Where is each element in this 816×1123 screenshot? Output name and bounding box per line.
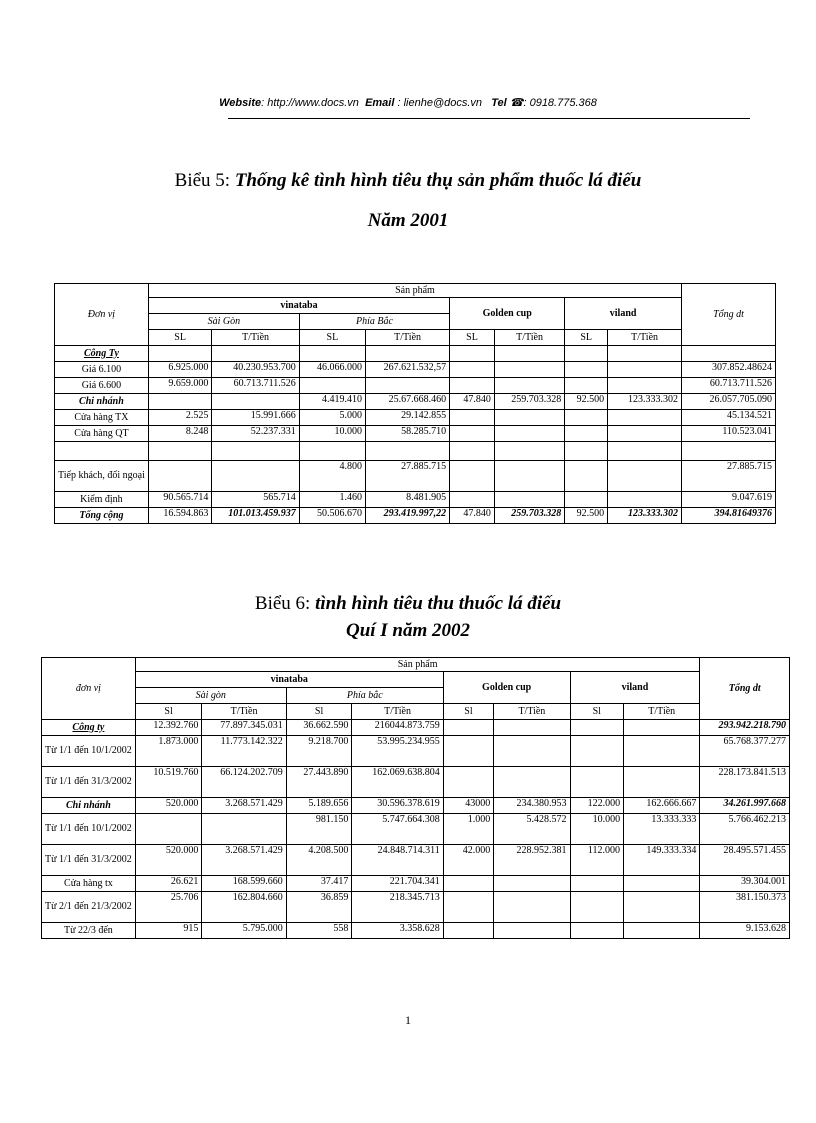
table-cell — [494, 767, 570, 798]
table5-header-golden: Golden cup — [450, 298, 565, 330]
row-label: Từ 1/1 đến 31/3/2002 — [42, 767, 136, 798]
table-cell — [443, 923, 493, 939]
table-cell: 381.150.373 — [700, 892, 790, 923]
table-row — [42, 798, 790, 814]
table-cell: 65.768.377.277 — [700, 736, 790, 767]
table-cell: 26.057.705.090 — [682, 394, 776, 410]
table-cell: 228.173.841.513 — [700, 767, 790, 798]
table-cell: 36.859 — [286, 892, 352, 923]
table5-header-donvi: Đơn vị — [55, 284, 149, 346]
table-cell: 28.495.571.455 — [700, 845, 790, 876]
page-number: 1 — [405, 1013, 411, 1027]
table-cell — [565, 346, 608, 362]
table-cell: 9.153.628 — [700, 923, 790, 939]
table-cell: 3.268.571.429 — [202, 845, 286, 876]
row-label: Chi nhánh — [42, 798, 136, 814]
table-cell: 915 — [135, 923, 202, 939]
table-cell: 30.596.378.619 — [352, 798, 443, 814]
table-cell: 981.150 — [286, 814, 352, 845]
table-cell — [565, 378, 608, 394]
table-cell: 45.134.521 — [682, 410, 776, 426]
table-cell: 25.706 — [135, 892, 202, 923]
table-cell — [494, 876, 570, 892]
table6-header-sl: Sl — [570, 704, 624, 720]
table-cell — [450, 461, 495, 492]
table-cell — [148, 346, 212, 362]
table-cell — [494, 720, 570, 736]
table-cell: 29.142.855 — [366, 410, 450, 426]
table-cell: 6.925.000 — [148, 362, 212, 378]
phone-icon: ☎ — [509, 97, 524, 109]
table-cell — [608, 442, 682, 461]
table-cell: 40.230.953.700 — [212, 362, 299, 378]
table5-subtitle: Năm 2001 — [367, 210, 449, 231]
table-cell — [494, 736, 570, 767]
table-cell: 43000 — [443, 798, 493, 814]
table-cell — [212, 394, 299, 410]
email-label: Email — [365, 97, 395, 109]
table6-header-ttien: T/Tiền — [624, 704, 700, 720]
table-row — [55, 426, 776, 442]
table-cell — [212, 442, 299, 461]
table-cell: 15.991.666 — [212, 410, 299, 426]
row-label: Chi nhánh — [55, 394, 149, 410]
table-cell — [494, 442, 564, 461]
table-row — [55, 410, 776, 426]
row-label: Công ty — [42, 720, 136, 736]
table-cell — [450, 346, 495, 362]
table-cell: 520.000 — [135, 845, 202, 876]
table6-header-golden: Golden cup — [443, 672, 570, 704]
table-cell — [299, 442, 365, 461]
table5-header-viland: viland — [565, 298, 682, 330]
table-row — [42, 767, 790, 798]
table-cell — [608, 461, 682, 492]
table-cell: 149.333.334 — [624, 845, 700, 876]
table5-title — [0, 170, 816, 192]
table5-header-vinataba: vinataba — [148, 298, 449, 314]
table-cell: 27.443.890 — [286, 767, 352, 798]
table5-header-ttien: T/Tiền — [494, 330, 564, 346]
table-cell — [366, 378, 450, 394]
table-row — [55, 394, 776, 410]
table-cell: 25.67.668.460 — [366, 394, 450, 410]
table-cell — [443, 876, 493, 892]
page-header — [0, 96, 816, 109]
table6-header-saigon: Sài gòn — [135, 688, 286, 704]
table-cell — [624, 736, 700, 767]
table6-header-ttien: T/Tiền — [202, 704, 286, 720]
table-cell: 10.519.760 — [135, 767, 202, 798]
table-cell: 24.848.714.311 — [352, 845, 443, 876]
table5-header-sl: SL — [148, 330, 212, 346]
table-cell: 293.942.218.790 — [700, 720, 790, 736]
row-label — [55, 442, 149, 461]
table-cell: 123.333.302 — [608, 508, 682, 524]
table5-header-phiabac: Phía Bắc — [299, 314, 449, 330]
table5 — [54, 283, 776, 524]
table-cell — [212, 461, 299, 492]
table-cell — [608, 410, 682, 426]
table-cell — [565, 492, 608, 508]
table-row — [42, 892, 790, 923]
table5-header-ttien: T/Tiền — [212, 330, 299, 346]
row-label: Cửa hàng tx — [42, 876, 136, 892]
table6-subtitle: Quí I năm 2002 — [345, 620, 471, 641]
table-cell: 2.525 — [148, 410, 212, 426]
table-cell — [624, 767, 700, 798]
table5-header-sanpham: Sản phẩm — [148, 284, 681, 298]
table-cell — [624, 720, 700, 736]
table-cell: 228.952.381 — [494, 845, 570, 876]
table6-header-donvi: đơn vị — [42, 658, 136, 720]
table-cell: 16.594.863 — [148, 508, 212, 524]
table-cell — [494, 410, 564, 426]
table6-header-vinataba: vinataba — [135, 672, 443, 688]
table-cell: 259.703.328 — [494, 508, 564, 524]
table-cell: 5.189.656 — [286, 798, 352, 814]
table-cell: 259.703.328 — [494, 394, 564, 410]
table-cell — [570, 720, 624, 736]
table5-title-prefix: Biểu 5: — [174, 170, 231, 191]
table-cell — [450, 492, 495, 508]
table-cell — [450, 410, 495, 426]
table-cell: 52.237.331 — [212, 426, 299, 442]
table-cell: 8.248 — [148, 426, 212, 442]
table6-header-tongdt: Tổng dt — [700, 658, 790, 720]
table-cell: 92.500 — [565, 394, 608, 410]
table-cell — [148, 461, 212, 492]
table-cell — [450, 362, 495, 378]
table-cell: 558 — [286, 923, 352, 939]
row-label: Từ 1/1 đến 10/1/2002 — [42, 814, 136, 845]
table-cell — [494, 923, 570, 939]
tel-value: : 0918.775.368 — [523, 97, 597, 109]
table6 — [41, 657, 790, 939]
table-cell — [494, 461, 564, 492]
table-cell: 218.345.713 — [352, 892, 443, 923]
table-cell — [570, 876, 624, 892]
table-cell — [135, 814, 202, 845]
table-cell — [443, 767, 493, 798]
table-row — [42, 845, 790, 876]
table-cell: 123.333.302 — [608, 394, 682, 410]
table-cell — [450, 378, 495, 394]
table-cell — [570, 767, 624, 798]
table6-header-viland: viland — [570, 672, 700, 704]
table6-title-text: tình hình tiêu thu thuốc lá điếu — [315, 593, 562, 614]
table-cell — [366, 346, 450, 362]
email-value: : lienhe@docs.vn — [397, 97, 483, 109]
table-cell: 1.460 — [299, 492, 365, 508]
table-cell: 66.124.202.709 — [202, 767, 286, 798]
table-cell: 4.419.410 — [299, 394, 365, 410]
table-cell — [682, 442, 776, 461]
row-label: Giá 6.100 — [55, 362, 149, 378]
table-cell — [608, 362, 682, 378]
table-cell: 11.773.142.322 — [202, 736, 286, 767]
table-cell — [570, 892, 624, 923]
table-cell: 10.000 — [299, 426, 365, 442]
table-row — [42, 720, 790, 736]
table-cell — [494, 492, 564, 508]
table6-header-ttien: T/Tiền — [494, 704, 570, 720]
table5-header-sl: SL — [565, 330, 608, 346]
row-label: Kiểm định — [55, 492, 149, 508]
table-cell: 90.565.714 — [148, 492, 212, 508]
table6-header-sl: Sl — [135, 704, 202, 720]
table-row — [42, 876, 790, 892]
row-label: Cửa hàng QT — [55, 426, 149, 442]
table-row — [55, 508, 776, 524]
table5-header-ttien: T/Tiền — [366, 330, 450, 346]
table-cell — [443, 736, 493, 767]
table-cell — [494, 346, 564, 362]
table-cell — [443, 720, 493, 736]
table-cell: 5.766.462.213 — [700, 814, 790, 845]
table-cell — [624, 876, 700, 892]
table-cell: 9.218.700 — [286, 736, 352, 767]
table-row — [55, 492, 776, 508]
table-cell: 4.208.500 — [286, 845, 352, 876]
table-cell: 110.523.041 — [682, 426, 776, 442]
row-label: Giá 6.600 — [55, 378, 149, 394]
table-cell: 520.000 — [135, 798, 202, 814]
table-cell — [565, 442, 608, 461]
table5-title-text: Thống kê tình hình tiêu thụ sản phẩm thuốc lá điếu — [234, 170, 642, 191]
table-cell: 3.358.628 — [352, 923, 443, 939]
table-cell: 293.419.997,22 — [366, 508, 450, 524]
table-cell: 4.800 — [299, 461, 365, 492]
table-cell — [570, 923, 624, 939]
table-cell: 1.873.000 — [135, 736, 202, 767]
table-cell — [443, 892, 493, 923]
table-cell: 77.897.345.031 — [202, 720, 286, 736]
table5-header-saigon: Sài Gòn — [148, 314, 299, 330]
row-label: Từ 1/1 đến 10/1/2002 — [42, 736, 136, 767]
table6-header-ttien: T/Tiền — [352, 704, 443, 720]
table-cell: 60.713.711.526 — [212, 378, 299, 394]
table-row — [42, 923, 790, 939]
table-cell: 13.333.333 — [624, 814, 700, 845]
table-cell — [494, 426, 564, 442]
table-cell — [682, 346, 776, 362]
table-cell: 162.666.667 — [624, 798, 700, 814]
table-cell: 267.621.532,57 — [366, 362, 450, 378]
table6-header-sl: Sl — [443, 704, 493, 720]
row-label: Từ 2/1 đến 21/3/2002 — [42, 892, 136, 923]
table6-header-sl: Sl — [286, 704, 352, 720]
table6-header-phiabac: Phía bắc — [286, 688, 443, 704]
table-row — [55, 362, 776, 378]
table-row — [55, 442, 776, 461]
table-cell — [565, 461, 608, 492]
table-cell — [212, 346, 299, 362]
table-cell: 53.995.234.955 — [352, 736, 443, 767]
table-cell: 39.304.001 — [700, 876, 790, 892]
table-cell: 5.747.664.308 — [352, 814, 443, 845]
table-cell: 42.000 — [443, 845, 493, 876]
row-label: Tổng cộng — [55, 508, 149, 524]
table-cell — [494, 892, 570, 923]
table-row — [55, 461, 776, 492]
table-cell: 10.000 — [570, 814, 624, 845]
table-cell — [565, 426, 608, 442]
table5-header-sl: SL — [299, 330, 365, 346]
table-cell — [148, 442, 212, 461]
table-cell: 3.268.571.429 — [202, 798, 286, 814]
table-cell: 5.795.000 — [202, 923, 286, 939]
table-cell: 36.662.590 — [286, 720, 352, 736]
table6-title-prefix: Biểu 6: — [254, 593, 311, 614]
table-cell — [299, 346, 365, 362]
row-label: Công Ty — [55, 346, 149, 362]
table-cell — [565, 410, 608, 426]
table-cell: 162.069.638.804 — [352, 767, 443, 798]
table-cell: 9.659.000 — [148, 378, 212, 394]
table5-header-tongdt: Tổng dt — [682, 284, 776, 346]
row-label: Cửa hàng TX — [55, 410, 149, 426]
table-cell: 168.599.660 — [202, 876, 286, 892]
table-cell: 394.81649376 — [682, 508, 776, 524]
table-cell: 5.428.572 — [494, 814, 570, 845]
tel-label: Tel — [491, 97, 507, 109]
table-cell: 565.714 — [212, 492, 299, 508]
table6-header-sanpham: Sản phẩm — [135, 658, 700, 672]
table-row — [42, 736, 790, 767]
table-cell: 50.506.670 — [299, 508, 365, 524]
table5-header-ttien: T/Tiền — [608, 330, 682, 346]
row-label: Từ 22/3 đến — [42, 923, 136, 939]
table-cell: 101.013.459.937 — [212, 508, 299, 524]
table-cell — [608, 346, 682, 362]
table-cell — [494, 362, 564, 378]
table-cell — [608, 492, 682, 508]
table-cell: 27.885.715 — [682, 461, 776, 492]
table6-title — [0, 593, 816, 615]
table-cell: 58.285.710 — [366, 426, 450, 442]
table-cell: 162.804.660 — [202, 892, 286, 923]
table-cell: 12.392.760 — [135, 720, 202, 736]
table-cell — [570, 736, 624, 767]
table-row — [42, 814, 790, 845]
table-cell — [299, 378, 365, 394]
table-cell — [366, 442, 450, 461]
table-row — [55, 378, 776, 394]
table-cell — [624, 892, 700, 923]
table-cell: 92.500 — [565, 508, 608, 524]
table-cell: 307.852.48624 — [682, 362, 776, 378]
table-cell: 46.066.000 — [299, 362, 365, 378]
table-cell — [565, 362, 608, 378]
table-cell — [624, 923, 700, 939]
table-row — [55, 346, 776, 362]
table-cell: 27.885.715 — [366, 461, 450, 492]
table-cell — [608, 426, 682, 442]
table-cell — [450, 442, 495, 461]
table-cell — [494, 378, 564, 394]
table-cell: 112.000 — [570, 845, 624, 876]
header-rule — [228, 118, 750, 119]
table-cell: 8.481.905 — [366, 492, 450, 508]
table-cell: 47.840 — [450, 508, 495, 524]
table-cell — [202, 814, 286, 845]
table-cell: 60.713.711.526 — [682, 378, 776, 394]
table-cell: 26.621 — [135, 876, 202, 892]
table-cell — [450, 426, 495, 442]
table5-header-sl: SL — [450, 330, 495, 346]
table-cell — [608, 378, 682, 394]
table-cell: 122.000 — [570, 798, 624, 814]
website-value: : http://www.docs.vn — [261, 97, 359, 109]
table-cell: 34.261.997.668 — [700, 798, 790, 814]
table-cell: 47.840 — [450, 394, 495, 410]
table-cell: 9.047.619 — [682, 492, 776, 508]
table-cell: 221.704.341 — [352, 876, 443, 892]
table-cell: 5.000 — [299, 410, 365, 426]
table-cell: 37.417 — [286, 876, 352, 892]
row-label: Từ 1/1 đến 31/3/2002 — [42, 845, 136, 876]
table-cell — [148, 394, 212, 410]
website-label: Website — [219, 97, 262, 109]
table-cell: 234.380.953 — [494, 798, 570, 814]
row-label: Tiếp khách, đối ngoại — [55, 461, 149, 492]
table-cell: 216044.873.759 — [352, 720, 443, 736]
table-cell: 1.000 — [443, 814, 493, 845]
